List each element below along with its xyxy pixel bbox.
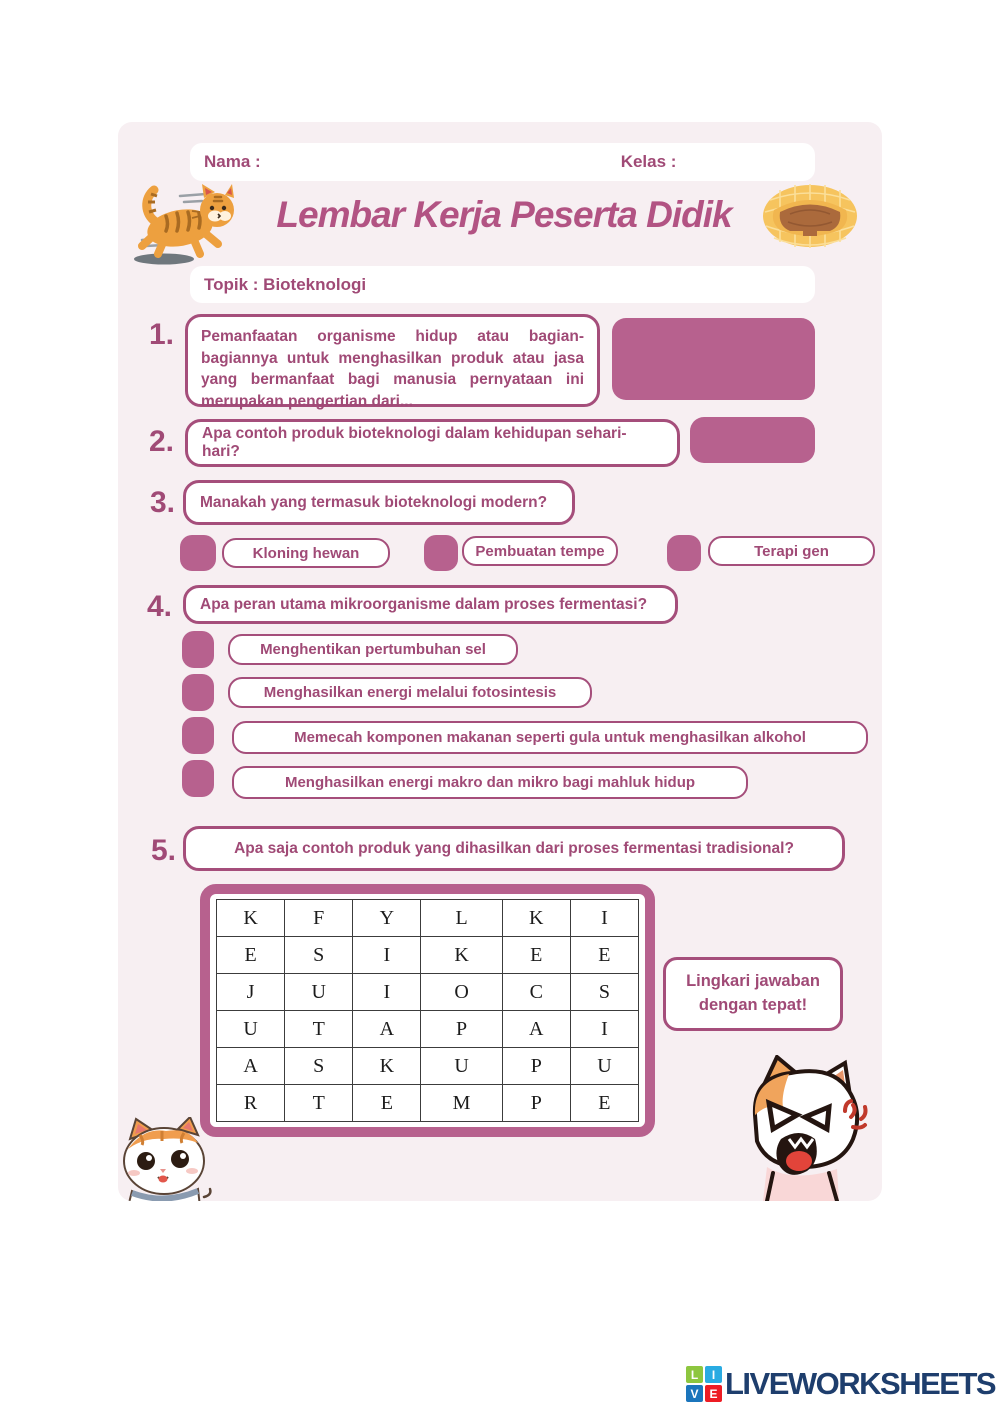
nama-label: Nama : <box>204 152 261 171</box>
happy-cat-icon <box>118 1117 226 1201</box>
wordsearch-cell[interactable]: U <box>421 1048 502 1085</box>
question-5-text-content: Apa saja contoh produk yang dihasilkan dari proses fermentasi tradisional? <box>234 839 794 857</box>
option-label: Terapi gen <box>754 542 829 560</box>
option-q4-1[interactable] <box>228 634 518 665</box>
wordsearch-row <box>217 937 639 974</box>
question-1-number: 1. <box>149 318 175 351</box>
liveworksheets-logo <box>686 1366 995 1402</box>
option-label: Menghasilkan energi melalui fotosintesis <box>263 684 557 701</box>
wordsearch-cell[interactable]: T <box>285 1011 353 1048</box>
option-label: Kloning hewan <box>252 544 360 562</box>
question-2-text-content: Apa contoh produk bioteknologi dalam kehidupan sehari-hari? <box>202 425 627 460</box>
option-q4-3[interactable] <box>232 721 868 754</box>
question-3-text <box>183 480 575 525</box>
wordsearch-cell[interactable]: E <box>502 937 570 974</box>
topic-label: Topik : Bioteknologi <box>204 274 367 294</box>
logo-letter-tile: L <box>686 1366 703 1383</box>
kelas-label: Kelas : <box>620 152 677 171</box>
question-5-text <box>183 826 845 871</box>
wordsearch-cell[interactable]: S <box>285 1048 353 1085</box>
wordsearch-table <box>216 899 639 1122</box>
worksheet-sheet <box>118 122 882 1201</box>
wordsearch-cell[interactable]: T <box>285 1085 353 1122</box>
logo-letter-tile: E <box>705 1385 722 1402</box>
checkbox-q4-option-4[interactable] <box>182 760 214 797</box>
wordsearch-cell[interactable]: U <box>285 974 353 1011</box>
question-3-number: 3. <box>150 486 176 519</box>
wordsearch-row <box>217 900 639 937</box>
running-cat-icon <box>122 182 242 268</box>
wordsearch-cell[interactable]: F <box>285 900 353 937</box>
wordsearch-cell[interactable]: S <box>570 974 638 1011</box>
wordsearch-cell[interactable]: K <box>421 937 502 974</box>
wordsearch-grid <box>200 884 655 1137</box>
wordsearch-cell[interactable]: P <box>421 1011 502 1048</box>
option-label: Memecah komponen makanan seperti gula untuk menghasilkan alkohol <box>294 729 806 746</box>
wordsearch-cell[interactable]: S <box>285 937 353 974</box>
logo-letter-tile: I <box>705 1366 722 1383</box>
question-1-text <box>185 314 600 411</box>
option-q4-2[interactable] <box>228 677 592 708</box>
wordsearch-cell[interactable]: U <box>570 1048 638 1085</box>
page-title: Lembar Kerja Peserta Didik <box>276 194 732 235</box>
wordsearch-cell[interactable]: I <box>570 1011 638 1048</box>
option-q4-4[interactable] <box>232 766 748 799</box>
checkbox-q4-option-3[interactable] <box>182 717 214 754</box>
question-2-number: 2. <box>149 425 175 458</box>
answer-box-q2[interactable] <box>690 417 815 463</box>
option-q3-terapi-gen[interactable] <box>708 536 875 566</box>
wordsearch-row <box>217 1085 639 1122</box>
question-1-text-content: Pemanfaatan organisme hidup atau bagian-bagiannya untuk menghasilkan produk atau jasa yang bermanfaat bagi manusia pernyataan ini merupakan pengertian dari... <box>201 328 584 411</box>
liveworksheets-logo-icon <box>686 1366 722 1402</box>
name-class-bar[interactable] <box>190 143 815 181</box>
wordsearch-cell[interactable]: Y <box>353 900 421 937</box>
checkbox-q4-option-1[interactable] <box>182 631 214 668</box>
option-label: Menghasilkan energi makro dan mikro bagi mahluk hidup <box>284 774 696 791</box>
wordsearch-cell[interactable]: I <box>353 937 421 974</box>
wordsearch-cell[interactable]: A <box>353 1011 421 1048</box>
wordsearch-cell[interactable]: E <box>217 937 285 974</box>
wordsearch-cell[interactable]: O <box>421 974 502 1011</box>
checkbox-q3-option-2[interactable] <box>424 535 458 571</box>
option-q3-pembuatan-tempe[interactable] <box>462 536 618 566</box>
wordsearch-cell[interactable]: A <box>502 1011 570 1048</box>
question-3-text-content: Manakah yang termasuk bioteknologi modern? <box>200 493 548 511</box>
wordsearch-cell[interactable]: E <box>570 1085 638 1122</box>
wordsearch-cell[interactable]: M <box>421 1085 502 1122</box>
wordsearch-cell[interactable]: E <box>570 937 638 974</box>
liveworksheets-wordmark: LIVEWORKSHEETS <box>725 1366 996 1401</box>
question-4-text-content: Apa peran utama mikroorganisme dalam proses fermentasi? <box>200 595 648 613</box>
wordsearch-cell[interactable]: P <box>502 1085 570 1122</box>
option-q3-kloning-hewan[interactable] <box>222 538 390 568</box>
logo-letter-tile: V <box>686 1385 703 1402</box>
wordsearch-row <box>217 974 639 1011</box>
instruction-text: Lingkari jawaban dengan tepat! <box>686 972 820 1014</box>
angry-cat-icon <box>733 1055 882 1201</box>
wordsearch-cell[interactable]: K <box>502 900 570 937</box>
wordsearch-cell[interactable]: K <box>353 1048 421 1085</box>
wordsearch-cell[interactable]: C <box>502 974 570 1011</box>
wordsearch-cell[interactable]: J <box>217 974 285 1011</box>
wordsearch-cell[interactable]: E <box>353 1085 421 1122</box>
wordsearch-cell[interactable]: K <box>217 900 285 937</box>
wordsearch-cell[interactable]: A <box>217 1048 285 1085</box>
question-4-number: 4. <box>147 590 173 623</box>
wordsearch-cell[interactable]: L <box>421 900 502 937</box>
wordsearch-row <box>217 1048 639 1085</box>
checkbox-q4-option-2[interactable] <box>182 674 214 711</box>
question-5-number: 5. <box>151 834 177 867</box>
option-label: Menghentikan pertumbuhan sel <box>260 641 486 658</box>
wordsearch-cell[interactable]: I <box>353 974 421 1011</box>
question-2-text <box>185 419 680 467</box>
cat-basket-icon <box>760 180 860 252</box>
topic-bar <box>190 266 815 303</box>
instruction-box <box>663 957 843 1031</box>
wordsearch-cell[interactable]: R <box>217 1085 285 1122</box>
wordsearch-cell[interactable]: P <box>502 1048 570 1085</box>
checkbox-q3-option-1[interactable] <box>180 535 216 571</box>
wordsearch-cell[interactable]: U <box>217 1011 285 1048</box>
wordsearch-cell[interactable]: I <box>570 900 638 937</box>
option-label: Pembuatan tempe <box>475 542 605 560</box>
wordsearch-row <box>217 1011 639 1048</box>
question-4-text <box>183 585 678 624</box>
answer-box-q1[interactable] <box>612 318 815 400</box>
checkbox-q3-option-3[interactable] <box>667 535 701 571</box>
